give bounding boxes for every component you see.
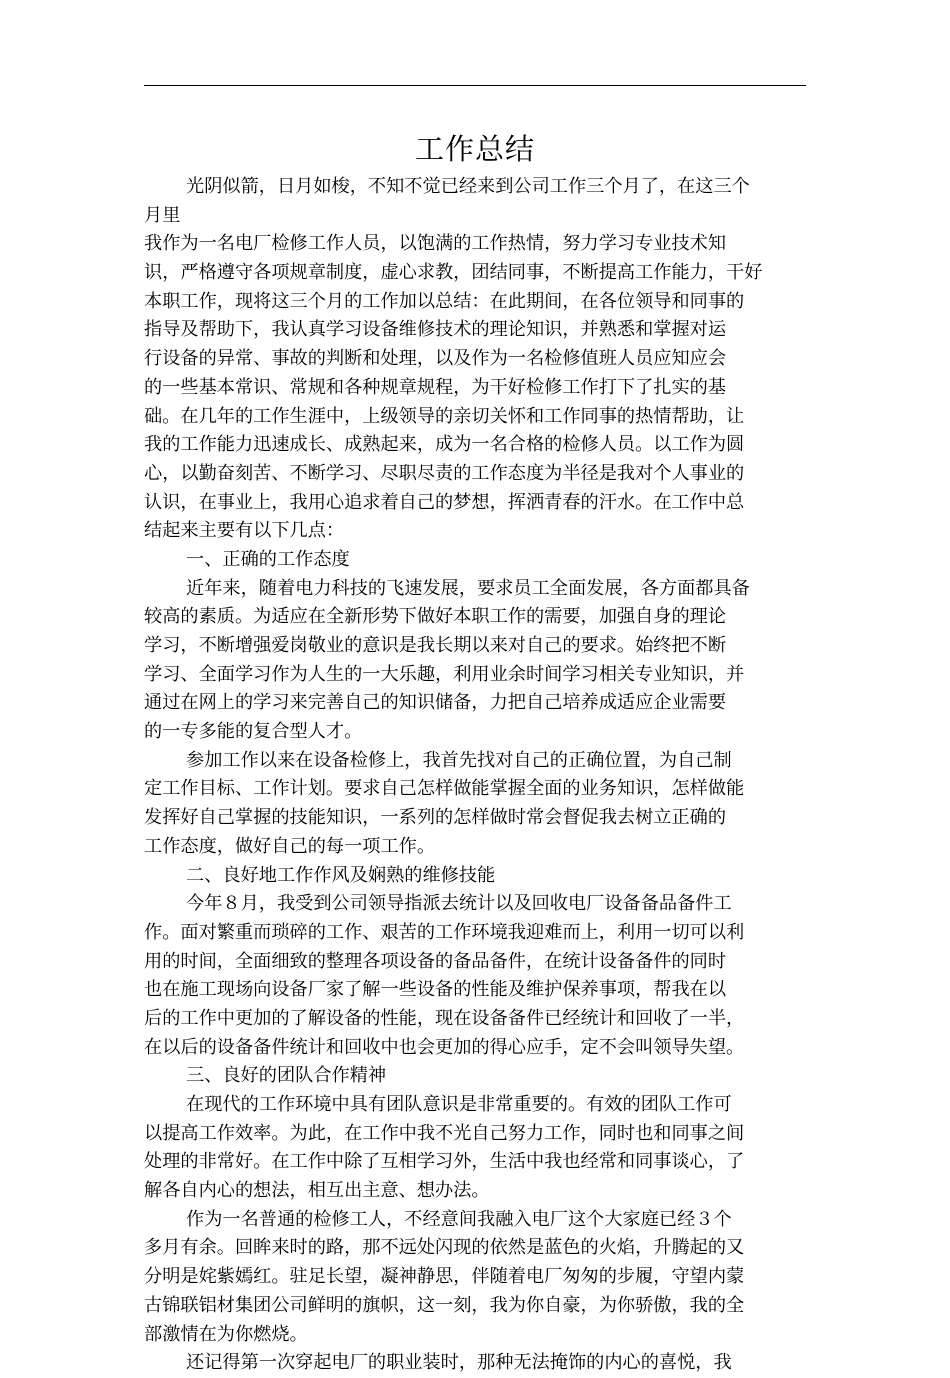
text-line: 在现代的工作环境中具有团队意识是非常重要的。有效的团队工作可 bbox=[186, 1094, 732, 1115]
text-line: 结起来主要有以下几点： bbox=[144, 520, 345, 542]
section-heading bbox=[144, 546, 814, 575]
text-line: 通过在网上的学习来完善自己的知识储备，力把自己培养成适应企业需要 bbox=[144, 692, 727, 714]
text-line: 古锦联铝材集团公司鲜明的旗帜，这一刻，我为你自豪，为你骄傲，我的全 bbox=[144, 1294, 745, 1316]
text-line: 作为一名普通的检修工人，不经意间我融入电厂这个大家庭已经３个 bbox=[186, 1208, 732, 1230]
text-line: 定工作目标、工作计划。要求自己怎样做能掌握全面的业务知识，怎样做能 bbox=[144, 778, 745, 800]
text-line: 一、正确的工作态度 bbox=[186, 548, 350, 570]
text-line: 学习，不断增强爱岗敬业的意识是我长期以来对自己的要求。始终把不断 bbox=[144, 635, 727, 656]
text-line: 光阴似箭，日月如梭，不知不觉已经来到公司工作三个月了，在这三个 bbox=[186, 176, 750, 197]
text-line: 部激情在为你燃烧。 bbox=[144, 1323, 308, 1345]
section-heading bbox=[144, 1062, 814, 1091]
paragraph bbox=[144, 747, 814, 862]
text-line: 心，以勤奋刻苦、不断学习、尽职尽责的工作态度为半径是我对个人事业的 bbox=[144, 462, 745, 484]
text-line: 认识，在事业上，我用心追求着自己的梦想，挥洒青春的汗水。在工作中总 bbox=[144, 491, 745, 513]
text-line: 学习、全面学习作为人生的一大乐趣，利用业余时间学习相关专业知识，并 bbox=[144, 663, 745, 685]
text-line: 月里 bbox=[144, 204, 181, 226]
text-line: 行设备的异常、事故的判断和处理，以及作为一名检修值班人员应知应会 bbox=[144, 348, 727, 370]
text-line: 参加工作以来在设备检修上，我首先找对自己的正确位置，为自己制 bbox=[186, 749, 732, 771]
text-line: 识，严格遵守各项规章制度，虚心求教，团结同事，不断提高工作能力，干好 bbox=[144, 262, 763, 284]
text-line: 的一专多能的复合型人才。 bbox=[144, 721, 363, 743]
text-line: 近年来，随着电力科技的飞速发展，要求员工全面发展，各方面都具备 bbox=[186, 577, 750, 599]
text-line: 二、良好地工作作风及娴熟的维修技能 bbox=[186, 864, 496, 886]
text-line: 指导及帮助下，我认真学习设备维修技术的理论知识，并熟悉和掌握对运 bbox=[144, 319, 727, 341]
text-line: 发挥好自己掌握的技能知识，一系列的怎样做时常会督促我去树立正确的 bbox=[144, 807, 727, 829]
text-line: 作。面对繁重而琐碎的工作、艰苦的工作环境我迎难而上，利用一切可以利 bbox=[144, 921, 745, 943]
text-line: 的一些基本常识、常规和各种规章规程，为干好检修工作打下了扎实的基 bbox=[144, 376, 727, 398]
text-line: 多月有余。回眸来时的路，那不远处闪现的依然是蓝色的火焰，升腾起的又 bbox=[144, 1237, 745, 1259]
text-line: 也在施工现场向设备厂家了解一些设备的性能及维护保养事项，帮我在以 bbox=[144, 979, 727, 1001]
text-line: 较高的素质。为适应在全新形势下做好本职工作的需要，加强自身的理论 bbox=[144, 606, 727, 628]
paragraph bbox=[144, 1206, 814, 1349]
text-line: 今年８月，我受到公司领导指派去统计以及回收电厂设备备品备件工 bbox=[186, 893, 732, 915]
paragraph bbox=[144, 173, 814, 546]
text-line: 三、良好的团队合作精神 bbox=[186, 1065, 387, 1087]
text-line: 解各自内心的想法，相互出主意、想办法。 bbox=[144, 1180, 490, 1202]
text-line: 本职工作，现将这三个月的工作加以总结：在此期间，在各位领导和同事的 bbox=[144, 290, 745, 312]
section-heading bbox=[144, 862, 814, 891]
text-line: 后的工作中更加的了解设备的性能，现在设备备件已经统计和回收了一半， bbox=[144, 1007, 745, 1029]
text-line: 础。在几年的工作生涯中，上级领导的亲切关怀和工作同事的热情帮助，让 bbox=[144, 405, 745, 427]
text-line: 我作为一名电厂检修工作人员，以饱满的工作热情，努力学习专业技术知 bbox=[144, 233, 727, 255]
header-rule bbox=[144, 85, 806, 86]
text-line: 以提高工作效率。为此，在工作中我不光自己努力工作，同时也和同事之间 bbox=[144, 1122, 745, 1144]
paragraph bbox=[144, 575, 814, 747]
text-line: 工作态度，做好自己的每一项工作。 bbox=[144, 835, 436, 857]
document-body bbox=[144, 173, 814, 1378]
paragraph bbox=[144, 1349, 814, 1378]
paragraph bbox=[144, 890, 814, 1062]
text-line: 用的时间，全面细致的整理各项设备的备品备件，在统计设备备件的同时 bbox=[144, 950, 727, 972]
document-title: 工作总结 bbox=[414, 132, 535, 166]
text-line: 分明是姹紫嫣红。驻足长望，凝神静思，伴随着电厂匆匆的步履，守望内蒙 bbox=[144, 1266, 745, 1288]
text-line: 处理的非常好。在工作中除了互相学习外，生活中我也经常和同事谈心，了 bbox=[144, 1151, 745, 1173]
text-line: 我的工作能力迅速成长、成熟起来，成为一名合格的检修人员。以工作为圆 bbox=[144, 434, 745, 456]
text-line: 在以后的设备备件统计和回收中也会更加的得心应手，定不会叫领导失望。 bbox=[144, 1036, 745, 1058]
paragraph bbox=[144, 1091, 814, 1206]
text-line: 还记得第一次穿起电厂的职业装时，那种无法掩饰的内心的喜悦，我 bbox=[186, 1352, 732, 1374]
